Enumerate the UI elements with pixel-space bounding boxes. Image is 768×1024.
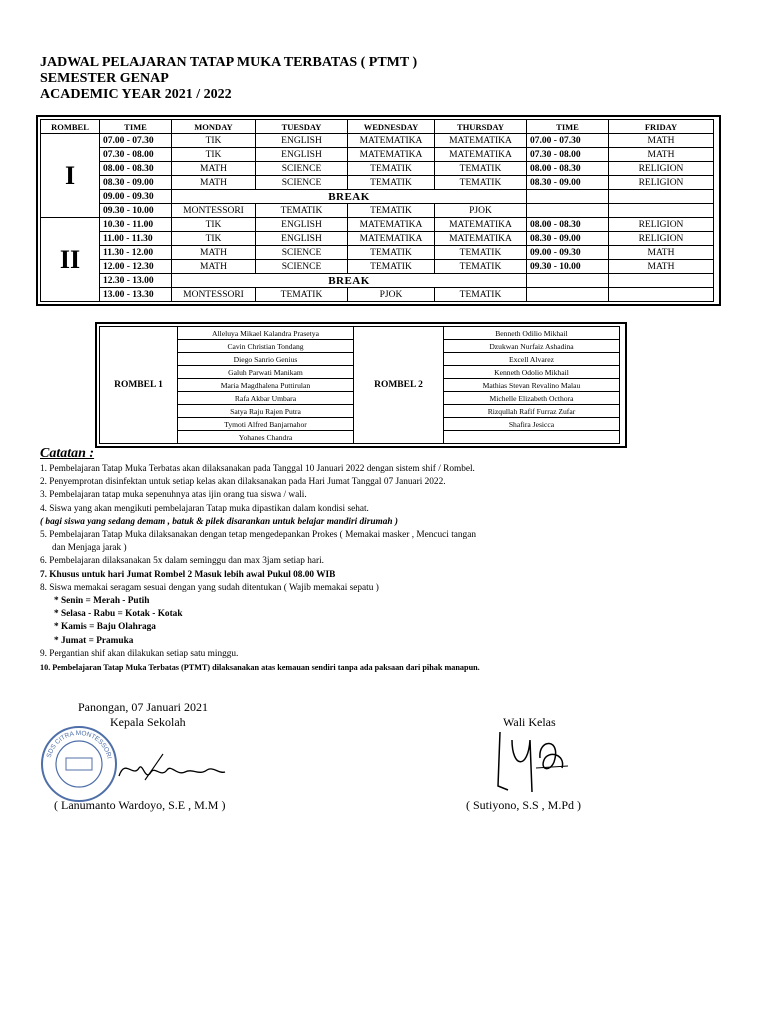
header-wednesday: WEDNESDAY [348, 120, 435, 134]
header-rombel: ROMBEL [41, 120, 100, 134]
school-stamp-icon [38, 724, 120, 809]
notes-section [40, 446, 740, 674]
time-cell: 11.30 - 12.00 [100, 246, 172, 260]
note-3: 3. Pembelajaran tatap muka sepenuhnya atas ijin orang tua siswa / wali. [40, 490, 307, 501]
student-name: Benneth Odilio Mikhail [444, 327, 620, 340]
time-cell: 07.30 - 08.00 [100, 148, 172, 162]
subject-cell: SCIENCE [256, 176, 348, 190]
note-9: 9. Pergantian shif akan dilakukan setiap satu minggu. [40, 648, 239, 659]
time-cell: 11.00 - 11.30 [100, 232, 172, 246]
place-date: Panongan, 07 Januari 2021 [78, 700, 208, 714]
friday-subject-cell: RELIGION [609, 218, 714, 232]
note-5-continued: dan Menjaga jarak ) [52, 543, 127, 554]
subject-cell: SCIENCE [256, 162, 348, 176]
uniform-tue-wed: * Selasa - Rabu = Kotak - Kotak [54, 609, 183, 620]
uniform-thursday: * Kamis = Baju Olahraga [54, 622, 156, 633]
header-friday: FRIDAY [609, 120, 714, 134]
student-name: Kenneth Odolio Mikhail [444, 366, 620, 379]
student-row [100, 327, 620, 340]
homeroom-name: ( Sutiyono, S.S , M.Pd ) [466, 798, 582, 812]
title-line-2: SEMESTER GENAP [40, 71, 169, 86]
subject-cell: TEMATIK [256, 204, 348, 218]
subject-cell: TIK [172, 218, 256, 232]
student-name: Excell Alvarez [444, 353, 620, 366]
empty-cell [609, 190, 714, 204]
break-label: BREAK [172, 274, 527, 288]
subject-cell: ENGLISH [256, 134, 348, 148]
title-line-1: JADWAL PELAJARAN TATAP MUKA TERBATAS ( PTMT ) [40, 55, 418, 70]
subject-cell: TIK [172, 148, 256, 162]
friday-subject-cell: MATH [609, 134, 714, 148]
empty-cell [609, 274, 714, 288]
student-table [99, 326, 620, 444]
time-cell: 10.30 - 11.00 [100, 218, 172, 232]
friday-time-cell: 09.30 - 10.00 [527, 260, 609, 274]
schedule-row [41, 218, 714, 232]
uniform-monday: * Senin = Merah - Putih [54, 596, 150, 607]
student-name: Rizqullah Rafif Furraz Zufar [444, 405, 620, 418]
break-label: BREAK [172, 190, 527, 204]
friday-time-cell: 07.30 - 08.00 [527, 148, 609, 162]
schedule-row [41, 148, 714, 162]
friday-subject-cell: RELIGION [609, 162, 714, 176]
schedule-break-row [41, 190, 714, 204]
friday-time-cell: 08.30 - 09.00 [527, 176, 609, 190]
homeroom-role: Wali Kelas [503, 715, 556, 729]
schedule-break-row [41, 274, 714, 288]
time-cell: 12.00 - 12.30 [100, 260, 172, 274]
student-name: Diego Sanrio Genius [178, 353, 354, 366]
subject-cell: MATEMATIKA [435, 134, 527, 148]
subject-cell: TEMATIK [435, 260, 527, 274]
student-name: Yohanes Chandra [178, 431, 354, 444]
empty-cell [527, 204, 609, 218]
note-10: 10. Pembelajaran Tatap Muka Terbatas (PTMT) dilaksanakan atas kemauan sendiri tanpa ada paksaan dari pihak manapun. [40, 663, 480, 673]
subject-cell: TEMATIK [435, 246, 527, 260]
subject-cell: TEMATIK [348, 260, 435, 274]
friday-time-cell: 08.30 - 09.00 [527, 232, 609, 246]
friday-subject-cell: RELIGION [609, 176, 714, 190]
empty-cell [527, 288, 609, 302]
schedule-row [41, 204, 714, 218]
title-line-3: ACADEMIC YEAR 2021 / 2022 [40, 87, 232, 102]
uniform-friday: * Jumat = Pramuka [54, 635, 134, 646]
schedule-header-row [41, 120, 714, 134]
subject-cell: TEMATIK [348, 204, 435, 218]
header-tuesday: TUESDAY [256, 120, 348, 134]
document-title [40, 55, 417, 103]
subject-cell: SCIENCE [256, 260, 348, 274]
student-name: Rafa Akbar Umbara [178, 392, 354, 405]
friday-subject-cell: RELIGION [609, 232, 714, 246]
rombel-1-student-label: ROMBEL 1 [100, 327, 178, 444]
subject-cell: TEMATIK [435, 176, 527, 190]
note-5: 5. Pembelajaran Tatap Muka dilaksanakan dengan tetap mengedepankan Prokes ( Memakai masker , Mencuci tangan [40, 530, 476, 541]
header-time-friday: TIME [527, 120, 609, 134]
subject-cell: MATEMATIKA [435, 148, 527, 162]
friday-subject-cell: MATH [609, 260, 714, 274]
subject-cell: MONTESSORI [172, 288, 256, 302]
student-name: Galuh Parwati Manikam [178, 366, 354, 379]
schedule-table-frame [36, 115, 721, 306]
schedule-row [41, 288, 714, 302]
subject-cell: TEMATIK [348, 246, 435, 260]
student-name: Alleluya Mikael Kalandra Prasetya [178, 327, 354, 340]
subject-cell: MONTESSORI [172, 204, 256, 218]
homeroom-signature-icon [492, 728, 572, 801]
student-name: Satya Raju Rajen Putra [178, 405, 354, 418]
note-8: 8. Siswa memakai seragam sesuai dengan yang sudah ditentukan ( Wajib memakai sepatu ) [40, 582, 379, 593]
time-cell: 09.30 - 10.00 [100, 204, 172, 218]
student-name: Michelle Elizabeth Octhora [444, 392, 620, 405]
student-name: Maria Magdhalena Puttirulan [178, 379, 354, 392]
empty-cell [609, 204, 714, 218]
note-4-detail: ( bagi siswa yang sedang demam , batuk & pilek disarankan untuk belajar mandiri dirumah ) [40, 516, 398, 527]
empty-cell [527, 274, 609, 288]
note-6: 6. Pembelajaran dilaksanakan 5x dalam seminggu dan max 3jam setiap hari. [40, 556, 324, 567]
principal-signature-icon [115, 748, 230, 793]
student-name: Dzukwan Nurfaiz Ashadina [444, 340, 620, 353]
schedule-row [41, 134, 714, 148]
rombel-1-label: I [41, 134, 100, 218]
schedule-row [41, 162, 714, 176]
friday-time-cell: 07.00 - 07.30 [527, 134, 609, 148]
subject-cell: TEMATIK [256, 288, 348, 302]
friday-time-cell: 08.00 - 08.30 [527, 218, 609, 232]
subject-cell: PJOK [435, 204, 527, 218]
subject-cell: MATH [172, 176, 256, 190]
subject-cell: TEMATIK [348, 176, 435, 190]
note-1: 1. Pembelajaran Tatap Muka Terbatas akan dilaksanakan pada Tanggal 10 Januari 2022 dengan sistem shif / Rombel. [40, 464, 475, 474]
subject-cell: MATEMATIKA [435, 232, 527, 246]
empty-cell [609, 288, 714, 302]
subject-cell: MATEMATIKA [435, 218, 527, 232]
stamp-text: SDS CITRA MONTESSORI [45, 729, 113, 760]
subject-cell: SCIENCE [256, 246, 348, 260]
subject-cell: MATEMATIKA [348, 232, 435, 246]
break-time-cell: 09.00 - 09.30 [100, 190, 172, 204]
friday-time-cell: 08.00 - 08.30 [527, 162, 609, 176]
notes-heading: Catatan : [40, 446, 95, 461]
subject-cell: ENGLISH [256, 148, 348, 162]
schedule-table [40, 119, 714, 302]
header-thursday: THURSDAY [435, 120, 527, 134]
friday-subject-cell: MATH [609, 246, 714, 260]
header-monday: MONDAY [172, 120, 256, 134]
subject-cell: MATEMATIKA [348, 218, 435, 232]
schedule-row [41, 260, 714, 274]
empty-cell [527, 190, 609, 204]
student-name: Cavin Christian Tondang [178, 340, 354, 353]
subject-cell: TEMATIK [435, 288, 527, 302]
friday-subject-cell: MATH [609, 148, 714, 162]
subject-cell: TIK [172, 232, 256, 246]
time-cell: 07.00 - 07.30 [100, 134, 172, 148]
schedule-row [41, 246, 714, 260]
subject-cell: ENGLISH [256, 232, 348, 246]
note-7: 7. Khusus untuk hari Jumat Rombel 2 Masuk lebih awal Pukul 08.00 WIB [40, 569, 336, 580]
note-4: 4. Siswa yang akan mengikuti pembelajaran Tatap muka dipastikan dalam kondisi sehat. [40, 503, 369, 514]
student-table-frame [95, 322, 627, 448]
schedule-row [41, 232, 714, 246]
time-cell: 08.30 - 09.00 [100, 176, 172, 190]
time-cell: 13.00 - 13.30 [100, 288, 172, 302]
principal-name: ( Lanumanto Wardoyo, S.E , M.M ) [54, 798, 226, 812]
subject-cell: MATH [172, 260, 256, 274]
schedule-row [41, 176, 714, 190]
time-cell: 08.00 - 08.30 [100, 162, 172, 176]
subject-cell: MATH [172, 246, 256, 260]
subject-cell: TEMATIK [435, 162, 527, 176]
subject-cell: PJOK [348, 288, 435, 302]
break-time-cell: 12.30 - 13.00 [100, 274, 172, 288]
student-name: Mathias Stevan Revalino Malau [444, 379, 620, 392]
subject-cell: TIK [172, 134, 256, 148]
student-name: Tymoti Alfred Banjarnahor [178, 418, 354, 431]
subject-cell: MATEMATIKA [348, 134, 435, 148]
rombel-2-label: II [41, 218, 100, 302]
subject-cell: ENGLISH [256, 218, 348, 232]
subject-cell: MATH [172, 162, 256, 176]
header-time: TIME [100, 120, 172, 134]
student-name [444, 431, 620, 444]
subject-cell: TEMATIK [348, 162, 435, 176]
student-name: Shafira Jesicca [444, 418, 620, 431]
principal-role: Kepala Sekolah [110, 715, 186, 729]
friday-time-cell: 09.00 - 09.30 [527, 246, 609, 260]
subject-cell: MATEMATIKA [348, 148, 435, 162]
note-2: 2. Penyemprotan disinfektan untuk setiap kelas akan dilaksanakan pada Hari Jumat Tanggal 07 Januari 2022. [40, 477, 446, 488]
rombel-2-student-label: ROMBEL 2 [354, 327, 444, 444]
